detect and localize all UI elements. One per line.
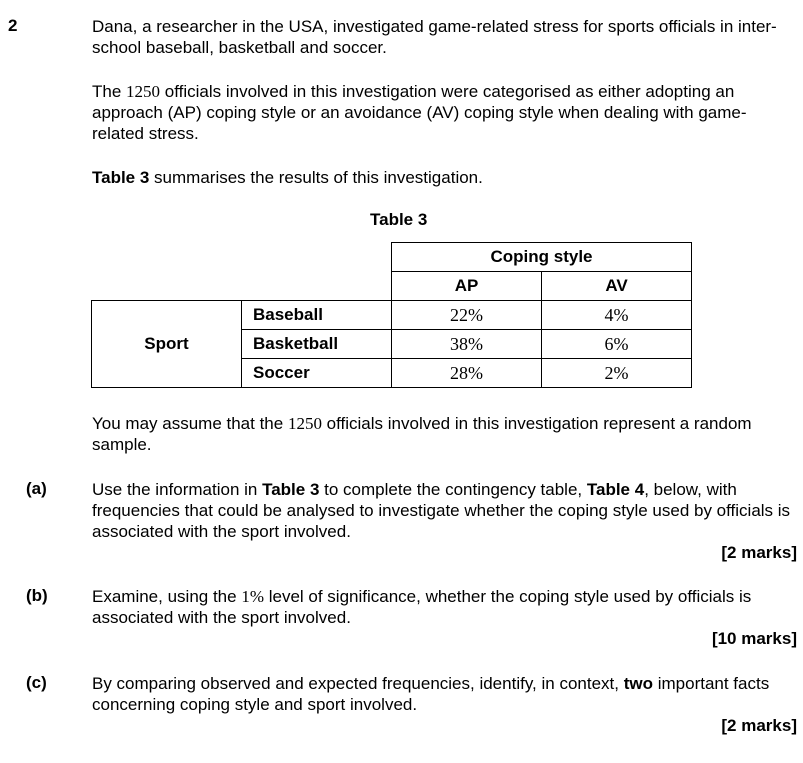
cell-av: 4% <box>542 301 692 330</box>
part-c-marks: [2 marks] <box>721 716 797 735</box>
table-3 <box>91 242 692 388</box>
cell-ap: 22% <box>392 301 542 330</box>
row-label: Basketball <box>242 330 392 359</box>
cell-av: 6% <box>542 330 692 359</box>
cell-ap: 38% <box>392 330 542 359</box>
part-b-text: Examine, using the 1% level of significance, whether the coping style used by officials is associated with the sport involved. <box>92 587 752 627</box>
officials-count: 1250 <box>126 82 161 101</box>
table-3-caption: Table 3 <box>370 210 428 229</box>
cell-ap: 28% <box>392 359 542 388</box>
column-header-av: AV <box>542 272 692 301</box>
intro-paragraph-2: The 1250 officials involved in this investigation were categorised as either adopting an approach (AP) coping style or an avoidance (AV) coping style when dealing with game-related stress. <box>92 82 747 143</box>
table-row <box>92 301 692 330</box>
intro-paragraph-1: Dana, a researcher in the USA, investigated game-related stress for sports officials in inter-school baseball, basketball and soccer. <box>92 17 777 57</box>
part-a-marks: [2 marks] <box>721 543 797 562</box>
part-a-label: (a) <box>26 479 47 498</box>
part-b-marks: [10 marks] <box>711 629 797 648</box>
sport-row-header: Sport <box>92 301 242 388</box>
assumption-paragraph: You may assume that the 1250 officials involved in this investigation represent a random sample. <box>92 414 752 454</box>
cell-av: 2% <box>542 359 692 388</box>
part-c-label: (c) <box>26 673 47 692</box>
row-label: Baseball <box>242 301 392 330</box>
part-a-text: Use the information in Table 3 to complete the contingency table, Table 4, below, with frequencies that could be analysed to investigate whether the coping style used by officials is associated with the sport involved. <box>92 480 791 541</box>
coping-style-header: Coping style <box>392 243 692 272</box>
intro-paragraph-3: Table 3 summarises the results of this investigation. <box>92 168 483 187</box>
part-b-label: (b) <box>26 586 48 605</box>
column-header-ap: AP <box>392 272 542 301</box>
part-c-text: By comparing observed and expected frequencies, identify, in context, two important facts concerning coping style and sport involved. <box>92 674 770 714</box>
row-label: Soccer <box>242 359 392 388</box>
question-number: 2 <box>8 16 18 35</box>
